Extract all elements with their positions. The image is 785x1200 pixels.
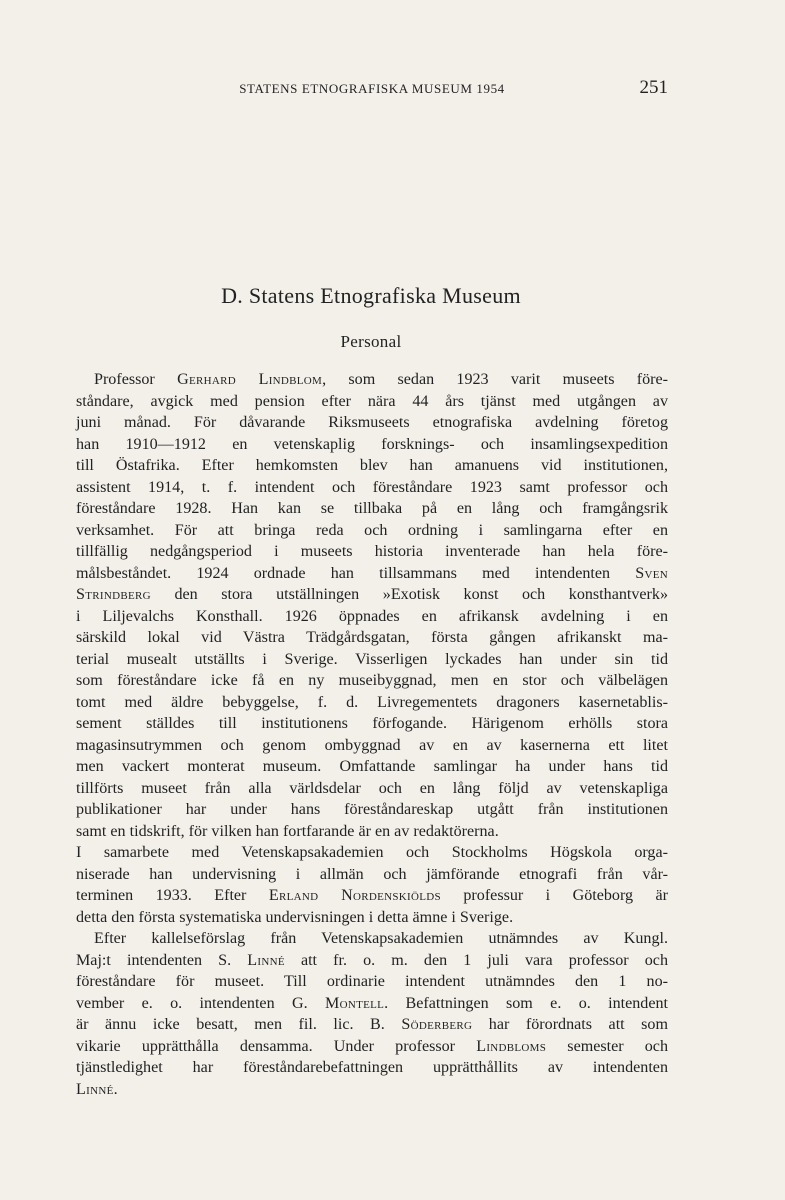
- text-line: samt en tidskrift, för vilken han fortfarande är en av redaktörerna.: [76, 822, 499, 840]
- text-line: juni månad. För dåvarande Riksmuseets etnografiska avdelning företog: [76, 414, 668, 431]
- text-line: tillfällig nedgångsperiod i museets historia inventerade han hela före-: [76, 543, 668, 560]
- text-line: verksamhet. För att bringa reda och ordning i samlingarna efter en: [76, 521, 668, 539]
- person-name: Erland Nordenskiölds: [268, 887, 441, 904]
- text-line: särskild lokal vid Västra Trädgårdsgatan, första gången afrikanskt ma-: [76, 629, 668, 646]
- text-line: I samarbete med Vetenskapsakademien och Stockholms Högskola orga-: [76, 844, 668, 861]
- running-header: [76, 79, 668, 99]
- section-title: D. Statens Etnografiska Museum: [221, 283, 521, 308]
- text-line: i Liljevalchs Konsthall. 1926 öppnades en afrikansk avdelning i en: [76, 607, 668, 625]
- text-line: är ännu icke besatt, men fil. lic. B. Söderberg har förordnats att som: [76, 1016, 669, 1033]
- text-line: niserade han undervisning i allmän och jämförande etnografi från vår-: [76, 865, 668, 883]
- text-line: vikarie upprätthålla densamma. Under professor Lindbloms semester och: [76, 1037, 668, 1055]
- text-line: ståndare, avgick med pension efter nära 44 års tjänst med utgången av: [76, 392, 668, 410]
- person-name: Lindbloms: [476, 1037, 547, 1055]
- person-name: Linné: [247, 951, 285, 969]
- text-line: föreståndare 1928. Han kan se tillbaka på en lång och framgångsrik: [76, 500, 668, 517]
- person-name: Montell: [324, 994, 385, 1012]
- text-line: han 1910—1912 en vetenskaplig forsknings- och insamlingsexpedition: [76, 435, 668, 453]
- text-line: tomt med äldre bebyggelse, f. d. Livregementets dragoners kasernetablis-: [76, 693, 668, 711]
- text-line: Efter kallelseförslag från Vetenskapsakademien utnämndes av Kungl.: [94, 930, 668, 947]
- text-line: tillförts museet från alla världsdelar och en lång följd av vetenskapliga: [76, 779, 668, 797]
- text-line: assistent 1914, t. f. intendent och föreståndare 1923 samt professor och: [76, 478, 668, 496]
- running-title: STATENS ETNOGRAFISKA MUSEUM 1954: [239, 81, 505, 96]
- text-line: magasinsutrymmen och genom ombyggnad av en av kasernerna ett litet: [76, 736, 668, 754]
- text-line: tjänstledighet har föreståndarebefattningen upprätthållits av intendenten: [76, 1059, 668, 1076]
- person-name: Linné: [76, 1080, 114, 1098]
- section-subtitle: Personal: [340, 332, 402, 351]
- text-line: föreståndare för museet. Till ordinarie intendent utnämndes den 1 no-: [76, 973, 668, 990]
- text-line: Linné.: [76, 1080, 118, 1098]
- text-line: målsbeståndet. 1924 ordnade han tillsammans med intendenten Sven: [76, 564, 668, 582]
- person-name: Söderberg: [401, 1016, 473, 1033]
- page-number: 251: [639, 77, 668, 98]
- text-line: men vackert monterat museum. Omfattande samlingar ha under hans tid: [76, 758, 668, 775]
- text-line: detta den första systematiska undervisningen i detta ämne i Sverige.: [76, 908, 514, 926]
- text-line: vember e. o. intendenten G. Montell. Befattningen som e. o. intendent: [76, 994, 668, 1012]
- person-name: Strindberg: [76, 586, 151, 603]
- text-line: sement ställdes till institutionens förfogande. Härigenom erhölls stora: [76, 715, 668, 732]
- text-line: Maj:t intendenten S. Linné att fr. o. m. den 1 juli vara professor och: [76, 951, 668, 969]
- person-name: Sven: [635, 564, 668, 582]
- text-line: som föreståndare icke få en ny museibyggnad, men en stor och välbelägen: [76, 672, 668, 689]
- text-line: terminen 1933. Efter Erland Nordenskiölds professur i Göteborg är: [76, 887, 668, 904]
- text-line: Professor Gerhard Lindblom, som sedan 1923 varit museets före-: [94, 371, 668, 388]
- text-line: terial musealt utställts i Sverige. Visserligen lyckades han under sin tid: [76, 650, 668, 668]
- person-name: Gerhard Lindblom: [177, 371, 323, 388]
- text-line: publikationer har under hans föreståndareskap utgått från institutionen: [76, 801, 668, 818]
- text-line: Strindberg den stora utställningen »Exotisk konst och konsthantverk»: [76, 586, 668, 603]
- body-paragraphs: [76, 369, 668, 1100]
- text-line: till Östafrika. Efter hemkomsten blev han amanuens vid institutionen,: [76, 457, 668, 474]
